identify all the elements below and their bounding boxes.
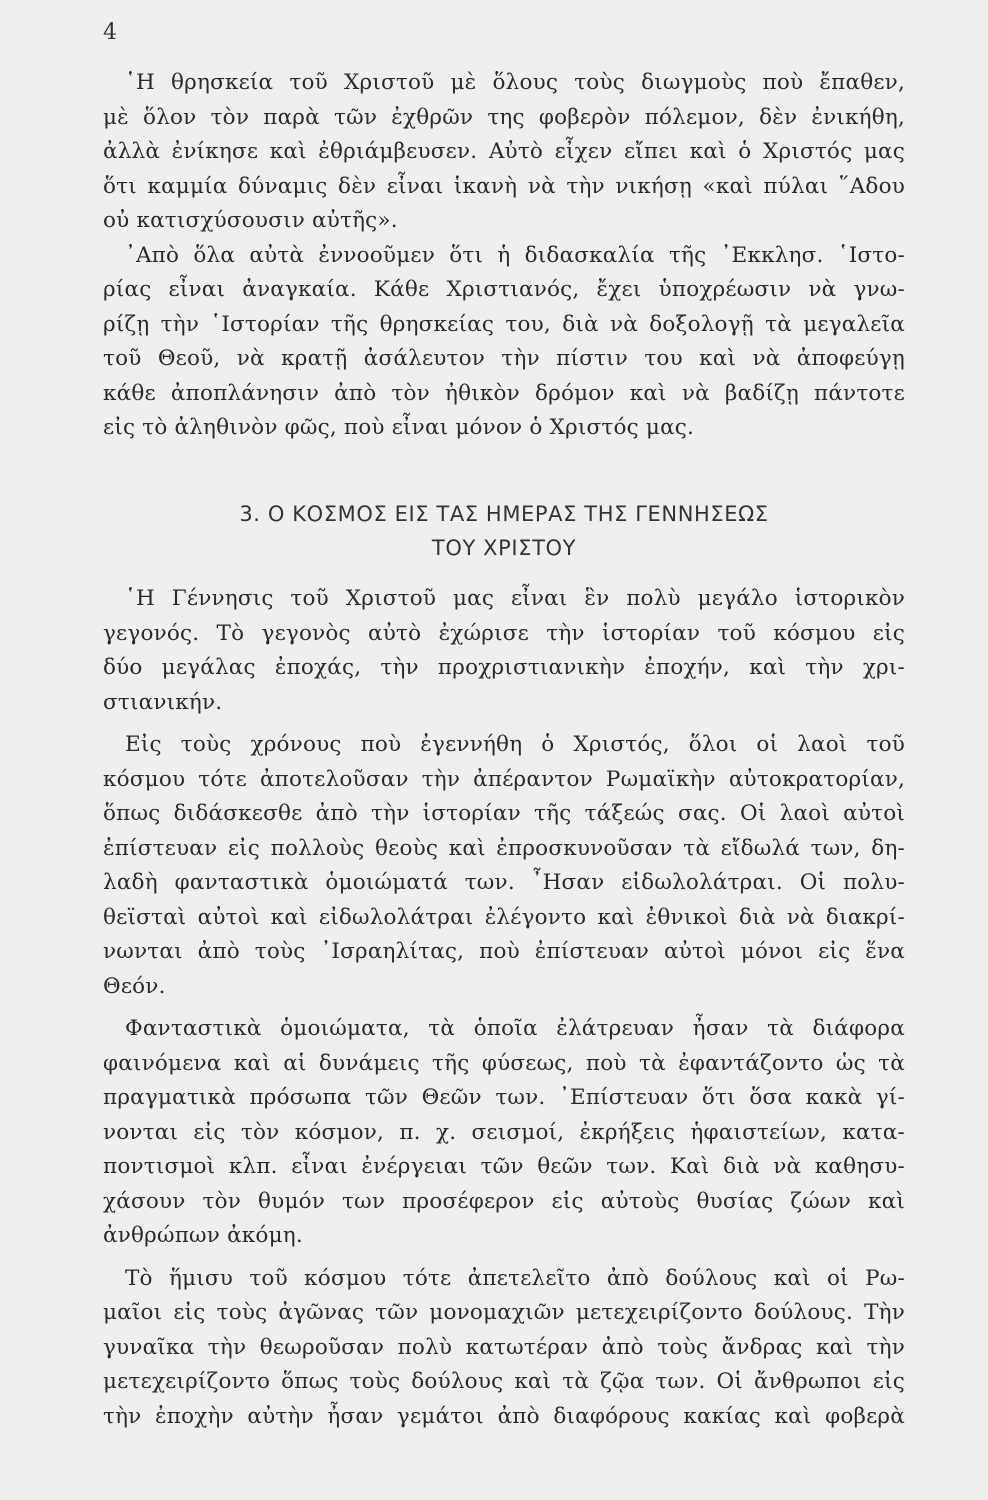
section-text-block	[103, 582, 905, 1434]
text-line: οὐ κατισχύσουσιν αὐτῆς».	[103, 208, 398, 233]
text-line: στιανικήν.	[103, 689, 223, 715]
text-line: χάσουν τὸν θυμόν των προσέφερον εἰς αὐτοὺς θυσίας ζώων καὶ	[103, 1188, 905, 1214]
text-line: ῾Η Γέννησις τοῦ Χριστοῦ μας εἶναι ἓν πολὺ μεγάλο ἱστορικὸν	[125, 586, 905, 611]
page-number: 4	[103, 20, 117, 45]
text-line: θεϊσταὶ αὐτοὶ καὶ εἰδωλολάτραι ἐλέγοντο καὶ ἐθνικοὶ διὰ νὰ διακρί-	[103, 904, 905, 930]
text-line: ὅτι καμμία δύναμις δὲν εἶναι ἱκανὴ νὰ τὴν νικήσῃ «καὶ πύλαι ῞Αδου	[103, 173, 905, 199]
text-line: ἀνθρώπων ἀκόμη.	[103, 1223, 303, 1248]
intro-text-block	[103, 66, 905, 446]
text-line: γεγονός. Τὸ γεγονὸς αὐτὸ ἐχώρισε τὴν ἱστορίαν τοῦ κόσμου εἰς	[103, 620, 905, 646]
text-line: ρίας εἶναι ἀναγκαία. Κάθε Χριστιανός, ἔχει ὑποχρέωσιν νὰ γνω-	[103, 277, 905, 302]
text-line: μὲ ὅλον τὸν παρὰ τῶν ἐχθρῶν της φοβερὸν πόλεμον, δὲν ἐνικήθη,	[103, 104, 905, 130]
text-line: ποντισμοὶ κλπ. εἶναι ἐνέργειαι τῶν θεῶν των. Καὶ διὰ νὰ καθησυ-	[103, 1154, 905, 1179]
text-line: τὴν ἐποχὴν αὐτὴν ἦσαν γεμάτοι ἀπὸ διαφόρους κακίας καὶ φοβερὰ	[103, 1403, 905, 1429]
text-line: Φανταστικὰ ὁμοιώματα, τὰ ὁποῖα ἐλάτρευαν ἦσαν τὰ διάφορα	[125, 1016, 905, 1041]
text-line: τοῦ Θεοῦ, νὰ κρατῇ ἀσάλευτον τὴν πίστιν του καὶ νὰ ἀποφεύγῃ	[103, 346, 905, 371]
text-line: κάθε ἀποπλάνησιν ἀπὸ τὸν ἠθικὸν δρόμον καὶ νὰ βαδίζῃ πάντοτε	[103, 380, 905, 406]
text-line: ᾿Απὸ ὅλα αὐτὰ ἐννοοῦμεν ὅτι ἡ διδασκαλία τῆς ᾿Εκκλησ. ῾Ιστο-	[125, 242, 905, 268]
text-line: Θεόν.	[103, 973, 166, 999]
text-line: ἐπίστευαν εἰς πολλοὺς θεοὺς καὶ ἐπροσκυνοῦσαν τὰ εἴδωλά των, δη-	[103, 835, 905, 861]
section-heading-line-1: 3. Ο ΚΟΣΜΟΣ ΕΙΣ ΤΑΣ ΗΜΕΡΑΣ ΤΗΣ ΓΕΝΝΗΣΕΩΣ	[239, 502, 769, 526]
text-line: λαδὴ φανταστικὰ ὁμοιώματά των. ῏Ησαν εἰδωλολάτραι. Οἱ πολυ-	[103, 870, 905, 895]
text-line: Τὸ ἥμισυ τοῦ κόσμου τότε ἀπετελεῖτο ἀπὸ δούλους καὶ οἱ Ρω-	[125, 1265, 905, 1291]
section-heading-line-2: ΤΟΥ ΧΡΙΣΤΟΥ	[431, 536, 577, 560]
text-line: εἰς τὸ ἀληθινὸν φῶς, ποὺ εἶναι μόνον ὁ Χριστός μας.	[103, 415, 695, 440]
section-heading	[103, 497, 905, 565]
text-line: Εἰς τοὺς χρόνους ποὺ ἐγεννήθη ὁ Χριστός, ὅλοι οἱ λαοὶ τοῦ	[125, 732, 905, 757]
text-line: νωνται ἀπὸ τοὺς ᾿Ισραηλίτας, ποὺ ἐπίστευαν αὐτοὶ μόνοι εἰς ἕνα	[103, 939, 905, 964]
text-line: φαινόμενα καὶ αἱ δυνάμεις τῆς φύσεως, ποὺ τὰ ἐφαντάζοντο ὡς τὰ	[103, 1050, 905, 1076]
text-line: ρίζῃ τὴν ῾Ιστορίαν τῆς θρησκείας του, διὰ νὰ δοξολογῇ τὰ μεγαλεῖα	[103, 311, 905, 337]
text-line: ἀλλὰ ἐνίκησε καὶ ἐθριάμβευσεν. Αὐτὸ εἶχεν εἴπει καὶ ὁ Χριστός μας	[103, 139, 905, 164]
text-line: δύο μεγάλας ἐποχάς, τὴν προχριστιανικὴν ἐποχήν, καὶ τὴν χρι-	[103, 655, 905, 680]
text-line: ῾Η θρησκεία τοῦ Χριστοῦ μὲ ὅλους τοὺς διωγμοὺς ποὺ ἔπαθεν,	[125, 70, 905, 95]
text-line: μαῖοι εἰς τοὺς ἀγῶνας τῶν μονομαχιῶν μετεχειρίζοντο δούλους. Τὴν	[103, 1300, 905, 1325]
text-line: ὅπως διδάσκεσθε ἀπὸ τὴν ἱστορίαν τῆς τάξεώς σας. Οἱ λαοὶ αὐτοὶ	[103, 801, 905, 826]
text-line: πραγματικὰ πρόσωπα τῶν Θεῶν των. ᾿Επίστευαν ὅτι ὅσα κακὰ γί-	[103, 1085, 905, 1110]
text-line: γυναῖκα τὴν θεωροῦσαν πολὺ κατωτέραν ἀπὸ τοὺς ἄνδρας καὶ τὴν	[103, 1334, 905, 1360]
text-line: νονται εἰς τὸν κόσμον, π. χ. σεισμοί, ἐκρήξεις ἡφαιστείων, κατα-	[103, 1119, 905, 1145]
text-line: μετεχειρίζοντο ὅπως τοὺς δούλους καὶ τὰ ζῷα των. Οἱ ἄνθρωποι εἰς	[103, 1369, 905, 1394]
text-line: κόσμου τότε ἀποτελοῦσαν τὴν ἀπέραντον Ρωμαϊκὴν αὐτοκρατορίαν,	[103, 766, 905, 792]
